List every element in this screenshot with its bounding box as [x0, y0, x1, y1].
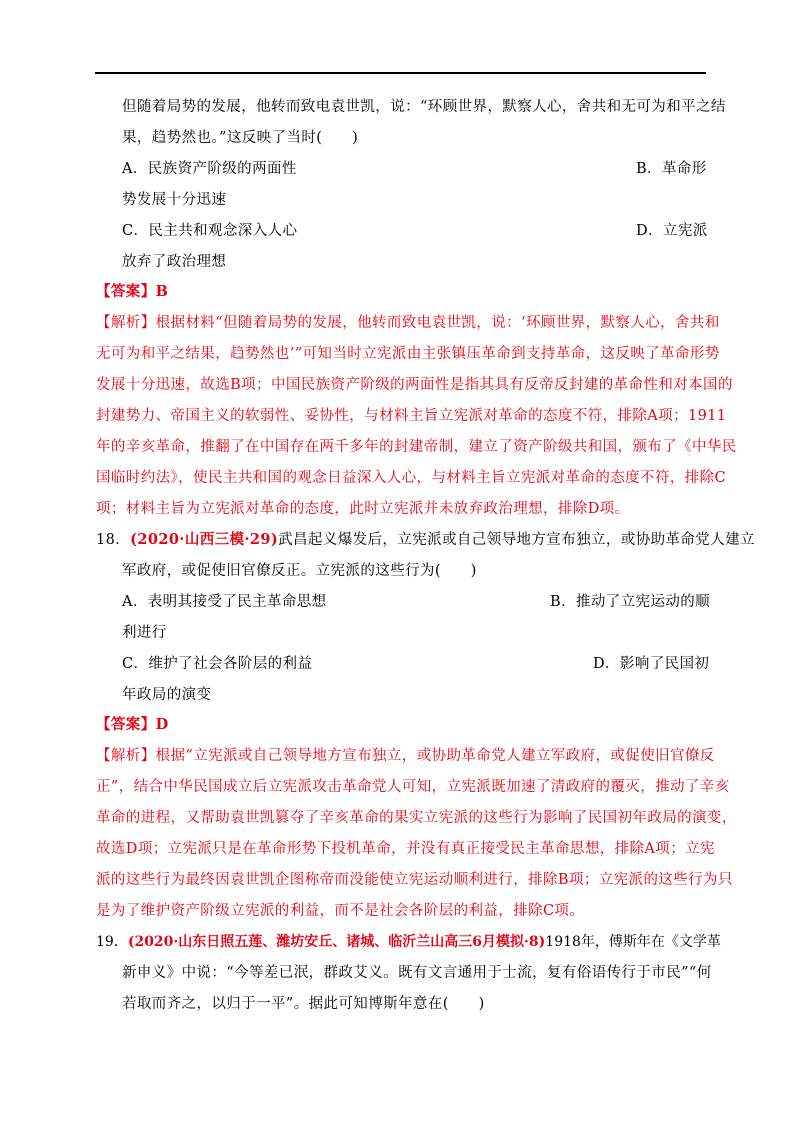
q18-analysis-line: 故选D项；立宪派只是在革命形势下投机革命，并没有真正接受民主革命思想，排除A项；立宪 [96, 841, 715, 857]
q17-analysis-line: 国临时约法》，使民主共和国的观念日益深入人心，与材料主旨立宪派对革命的态度不符，排除C [96, 470, 727, 486]
q18-analysis-line: 【解析】根据“立宪派或自己领导地方宣布独立，或协助革命党人建立军政府，或促使旧官僚反 [96, 748, 715, 764]
q19-stem-line3: 若取而齐之，以归于一平”。据此可知博斯年意在( ) [122, 996, 485, 1012]
q18-answer: 【答案】D [96, 716, 169, 733]
q19-stem-text: 1918年，傅斯年在《文学革 [545, 934, 721, 950]
q18-stem-line1 [96, 530, 755, 550]
q17-stem-line1: 但随着局势的发展，他转而致电袁世凯，说：“环顾世界，默察人心，舍共和无可为和平之结 [122, 99, 726, 115]
q17-analysis-line: 无可为和平之结果，趋势然也’”可知当时立宪派由主张镇压革命到支持革命，这反映了革命形势 [96, 346, 720, 362]
q18-option-d: D．影响了民国初 [593, 656, 710, 672]
q17-analysis-line: 【解析】根据材料“但随着局势的发展，他转而致电袁世凯，说：‘环顾世界，默察人心，舍共和 [96, 315, 720, 331]
q18-analysis-line: 派的这些行为最终因袁世凯企图称帝而没能使立宪运动顺利进行，排除B项；立宪派的这些行为只 [96, 872, 733, 888]
q17-analysis-line: 封建势力、帝国主义的软弱性、妥协性，与材料主旨立宪派对革命的态度不符，排除A项；1911 [96, 408, 727, 424]
q17-option-a: A．民族资产阶级的两面性 [122, 161, 297, 177]
q17-option-b-continued: 势发展十分迅速 [122, 192, 227, 208]
q18-stem-line2: 军政府，或促使旧官僚反正。立宪派的这些行为( ) [122, 563, 477, 579]
q19-stem-line2: 新申义》中说：“今等差已泯，群政艾义。既有文言通用于士流，复有俗语传行于市民”“何 [122, 965, 712, 981]
q17-option-c: C．民主共和观念深入人心 [122, 223, 298, 239]
q19-stem-line1 [96, 932, 721, 952]
q18-analysis-line: 革命的进程，又帮助袁世凯篡夺了辛亥革命的果实立宪派的这些行为影响了民国初年政局的演变， [96, 810, 737, 826]
q18-option-b: B．推动了立宪运动的顺 [550, 594, 711, 610]
q18-option-c: C．维护了社会各阶层的利益 [122, 656, 313, 672]
q18-option-d-continued: 年政局的演变 [122, 687, 212, 703]
q17-option-b: B．革命形 [636, 161, 707, 177]
q19-number: 19． [96, 934, 128, 950]
q18-analysis-line: 是为了维护资产阶级立宪派的利益，而不是社会各阶层的利益，排除C项。 [96, 903, 585, 919]
q17-analysis-line: 发展十分迅速，故选B项；中国民族资产阶级的两面性是指其具有反帝反封建的革命性和对本国的 [96, 377, 733, 393]
q17-answer: 【答案】B [96, 283, 169, 300]
q19-source: (2020·山东日照五莲、潍坊安丘、诸城、临沂兰山高三6月模拟·8) [127, 934, 546, 950]
q18-option-a: A．表明其接受了民主革命思想 [122, 594, 327, 610]
q17-analysis-line: 项；材料主旨为立宪派对革命的态度，此时立宪派并未放弃政治理想，排除D项。 [96, 501, 630, 517]
q17-option-d-continued: 放弃了政治理想 [122, 254, 227, 270]
header-rule [95, 72, 706, 74]
q18-option-b-continued: 利进行 [122, 625, 167, 641]
q17-option-d: D．立宪派 [636, 223, 708, 239]
q18-source: (2020·山西三模·29) [130, 531, 279, 548]
q18-stem-text: 武昌起义爆发后，立宪派或自己领导地方宣布独立，或协助革命党人建立 [278, 532, 755, 548]
q17-analysis-line: 年的辛亥革命，推翻了在中国存在两千多年的封建帝制，建立了资产阶级共和国，颁布了《中华民 [96, 439, 737, 455]
q18-number: 18． [96, 532, 131, 548]
q17-stem-line2: 果，趋势然也。”这反映了当时( ) [122, 130, 359, 146]
q18-analysis-line: 正”，结合中华民国成立后立宪派攻击革命党人可知，立宪派既加速了清政府的覆灭，推动了辛亥 [96, 779, 730, 795]
